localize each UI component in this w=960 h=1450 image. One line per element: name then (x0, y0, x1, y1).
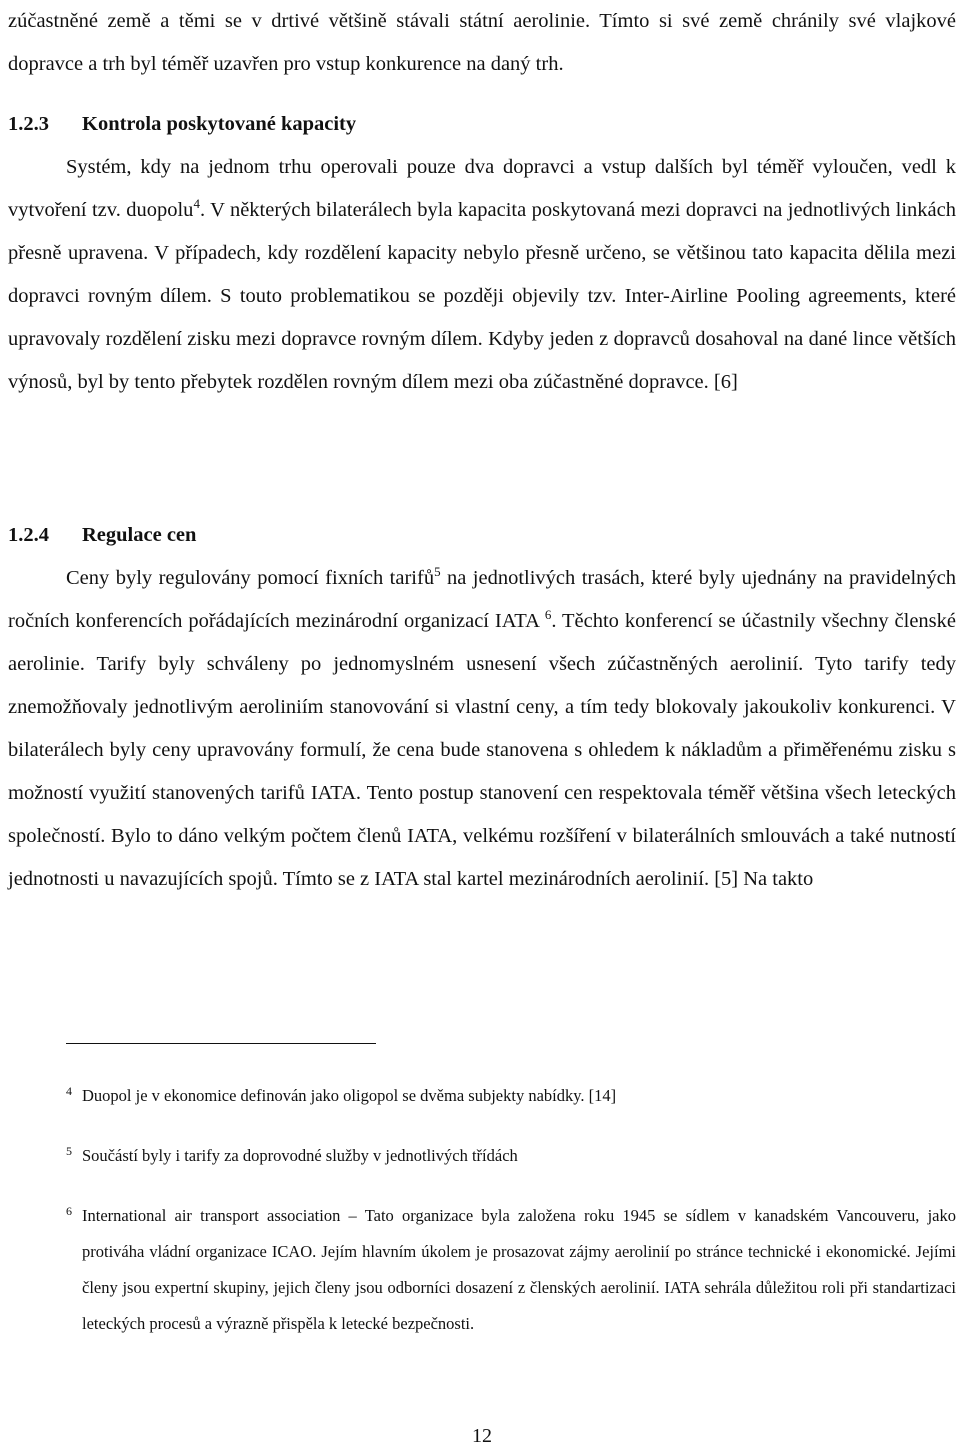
paragraph-text-part2: . V některých bilaterálech byla kapacita poskytovaná mezi dopravci na jednotlivých linkách přesně upravena. V případech, kdy rozdělení kapacity nebylo přesně určeno, se většinou tato kapacita dělila mezi dopravci rovným dílem. S touto problematikou se později objevily tzv. Inter-Airline Pooling agreements, které upravovaly rozdělení zisku mezi dopravce rovným dílem. Kdyby jeden z dopravců dosahoval na dané lince větších výnosů, byl by tento přebytek rozdělen rovným dílem mezi oba zúčastněné dopravce. [6] (8, 199, 956, 393)
section-number: 1.2.3 (8, 113, 49, 135)
section-capacity-control (8, 103, 956, 404)
intro-paragraph: zúčastněné země a těmi se v drtivé většině stávali státní aerolinie. Tímto si své země chránily své vlajkové dopravce a trh byl téměř uzavřen pro vstup konkurence na daný trh. (8, 10, 956, 75)
section-number: 1.2.4 (8, 524, 49, 546)
footnote-text: Duopol je v ekonomice definován jako oligopol se dvěma subjekty nabídky. [14] (82, 1086, 617, 1105)
footnote-text: International air transport association – Tato organizace byla založena roku 1945 se sídlem v kanadském Vancouveru, jako protiváha vládní organizace ICAO. Jejím hlavním úkolem je prosazovat zájmy aerolinií po stránce technické i ekonomické. Jejími členy jsou expertní skupiny, jejich členy jsou odborníci dosazení z členských aerolinií. IATA sehrála důležitou roli při standartizaci leteckých procesů a výrazně přispěla k letecké bezpečnosti. (82, 1206, 956, 1333)
footnote-ref: 4 (193, 196, 200, 212)
paragraph-text-part2: na jednotlivých trasách, které byly ujednány na pravidelných ročních konferencích pořádajících mezinárodní organizací IATA (8, 567, 956, 632)
footnote-4: 4 Duopol je v ekonomice definován jako oligopol se dvěma subjekty nabídky. [14] (66, 1083, 617, 1105)
paragraph-text-part1: Ceny byly regulovány pomocí fixních tarifů (66, 567, 435, 589)
footnote-ref: 5 (434, 564, 441, 580)
section-heading (8, 514, 956, 557)
footnote-6: 6 International air transport association – Tato organizace byla založena roku 1945 se sídlem v kanadském Vancouveru, jako protiváha vládní organizace ICAO. Jejím hlavním úkolem je prosazovat zájmy aerolinií po stránce technické i ekonomické. Jejími členy jsou expertní skupiny, jejich členy jsou odborníci dosazení z členských aerolinií. IATA sehrála důležitou roli při standartizaci leteckých procesů a výrazně přispěla k letecké bezpečnosti. (66, 1203, 956, 1333)
section-paragraph (8, 557, 956, 901)
section-title: Regulace cen (82, 524, 197, 546)
section-heading (8, 103, 956, 146)
footnotes (8, 1078, 956, 1366)
paragraph-text-part3: . Těchto konferencí se účastnily všechny členské aerolinie. Tarify byly schváleny po jednomyslném usnesení všech zúčastněných aerolinií. Tyto tarify tedy znemožňovaly jednotlivým aeroliniím stanovování si vlastní ceny, a tím tedy blokovaly jakoukoliv konkurenci. V bilaterálech byly ceny upravovány formulí, že cena bude stanovena s ohledem k nákladům a přiměřenému zisku s možností využití stanovených tarifů IATA. Tento postup stanovení cen respektovala téměř většina všech leteckých společností. Bylo to dáno velkým počtem členů IATA, velkému rozšíření v bilaterálních smlouvách a také nutností jednotnosti u navazujících spojů. Tímto se z IATA stal kartel mezinárodních aerolinií. [5] Na takto (8, 610, 957, 890)
footnote-text: Součástí byly i tarify za doprovodné služby v jednotlivých třídách (82, 1146, 518, 1165)
section-title: Kontrola poskytované kapacity (82, 113, 357, 135)
footnote-separator (66, 1043, 376, 1044)
footnote-ref: 6 (544, 607, 552, 623)
page-number: 12 (472, 1425, 492, 1447)
section-paragraph (8, 146, 956, 404)
footnote-5: 5 Součástí byly i tarify za doprovodné služby v jednotlivých třídách (66, 1143, 518, 1165)
paragraph-text-part1: Systém, kdy na jednom trhu operovali pouze dva dopravci a vstup dalších byl téměř vyloučen, vedl k vytvoření tzv. duopolu (8, 156, 956, 221)
section-price-regulation (8, 514, 956, 901)
